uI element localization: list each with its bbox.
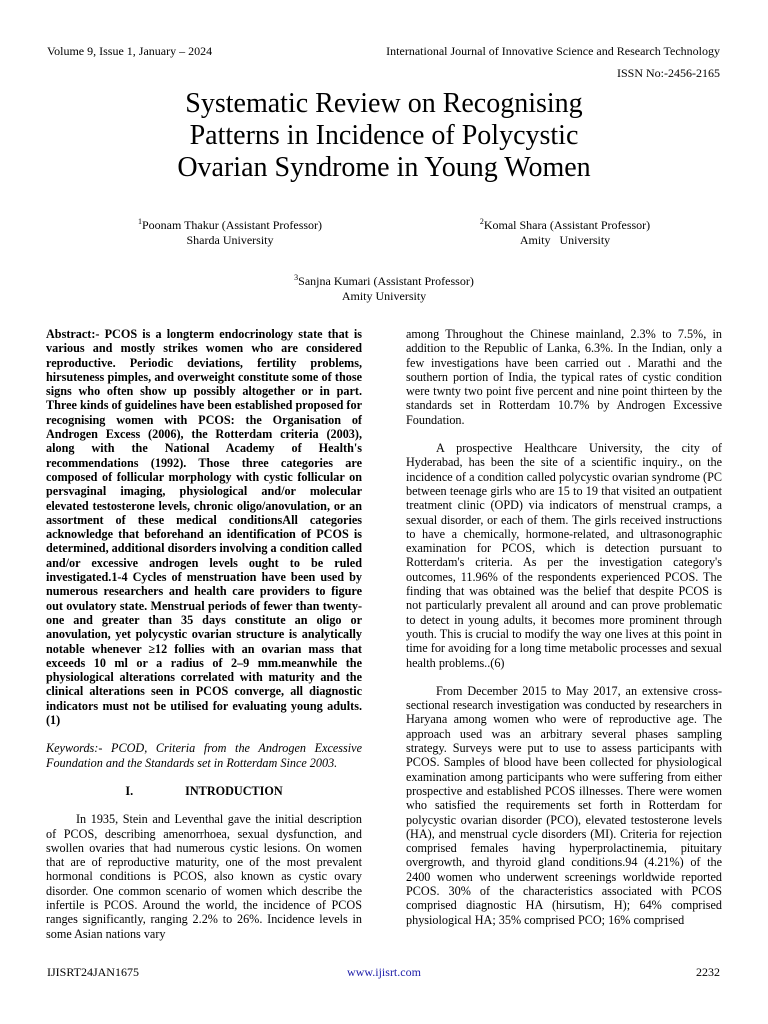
author-2-affiliation: Amity University: [519, 233, 611, 247]
intro-paragraph: In 1935, Stein and Leventhal gave the initial description of PCOS, describing amenorrhoea, sexual dysfunction, and swollen ovaries that had numerous cystic lesions. On women that are of reproductive maturity, one of the most prevalent hormonal conditions is PCOS, also known as cystic ovary disorder. One common scenario of women which describe the infertile is PCOS. Around the world, the incidence of PCOS ranges significantly, ranging 2.2% to 26%. Incidence levels in some Asian nations vary: [46, 812, 362, 941]
author-3-marker: 3: [294, 273, 299, 282]
keywords-text: Keywords:- PCOD, Criteria from the Androgen Excessive Foundation and the Standards set in Rotterdam Since 2003.: [46, 741, 362, 770]
author-2-marker: 2: [479, 217, 484, 226]
footer-website-link[interactable]: www.ijisrt.com: [347, 965, 421, 979]
footer-article-id: IJISRT24JAN1675: [47, 965, 139, 979]
right-column: [406, 327, 722, 927]
author-1-affiliation: Sharda University: [186, 233, 274, 247]
title-line-2: Patterns in Incidence of Polycystic: [189, 120, 579, 151]
author-3-name: Sanjna Kumari (Assistant Professor): [298, 274, 474, 288]
title-line-3: Ovarian Syndrome in Young Women: [177, 152, 591, 183]
author-3-affiliation: Amity University: [341, 289, 427, 303]
body-paragraph-2: A prospective Healthcare University, the city of Hyderabad, has been the site of a scientific inquiry., on the incidence of a condition called polycystic ovarian syndrome (PC between teenage girls who are 15 to 19 that visited an outpatient treatment clinic (OPD) via indicators of menstrual cramps, a sexual disorder, or each of them. The girls received instructions to have a chemically, hormone-related, and ultrasonographic examination for PCOS, which is detection pursuant to Rotterdam's criteria. As per the investigation category's outcomes, 11.96% of the respondents experienced PCOS. The finding that was obtained was the belief that despite PCOS is not particularly prevalent all around and can prove problematic to detect in young adults, it becomes more prominent through youth. This is crucial to modify the way one lives at this point in time for avoiding for a long time metabolic processes and sexual health problems..(6): [406, 441, 722, 670]
author-1-marker: 1: [137, 217, 142, 226]
author-3: [254, 270, 514, 304]
section-title: INTRODUCTION: [185, 783, 283, 798]
footer-page-number: 2232: [696, 965, 720, 979]
author-2: [430, 214, 700, 248]
left-column: [46, 327, 362, 941]
author-1: [100, 214, 360, 248]
title-line-1: Systematic Review on Recognising: [185, 88, 583, 119]
paper-title: [0, 88, 768, 184]
section-number: I.: [125, 783, 134, 798]
abstract-text: Abstract:- PCOS is a longterm endocrinology state that is various and mostly strikes women who are considered reproductive. Periodic deviations, fertility problems, hirsuteness pimples, and overweight constitute some of those signs who often show up possibly altogether or in part. Three kinds of guidelines have been established proposed for recognising women with PCOS: the Organisation of Androgen Excess (2006), the Rotterdam criteria (2003), along with the National Academy of Health's recommendations (1992). Those three categories are composed of follicular morphology with cystic follicular on persvaginal imaging, physiological and/or molecular elevated testosterone levels, chronic oligo/anovulation, or an assortment of these medical conditionsAll categories acknowledge that beforehand an identification of PCOS is determined, additional disorders involving a condition called and/or excessive androgen levels ought to be ruled investigated.1-4 Cycles of menstruation have been used by numerous researchers and health care providers to figure out ovulatory state. Menstrual periods of fewer than twenty-one and greater than 35 days constitute an oligo or anovulation, yet polycystic ovarian structure is analytically notable whenever ≥12 follies with an ovarian mass that exceeds 10 ml or a radius of 2–9 mm.meanwhile the physiological alterations correlated with maturity and the clinical alterations seen in PCOS converge, all diagnostic indicators must not be utilised for evaluating young adults.(1): [46, 327, 362, 728]
body-paragraph-3: From December 2015 to May 2017, an extensive cross-sectional research investigation was conducted by researchers in Haryana among women who were of reproductive age. The approach used was an arbitrary several phases sampling strategy. Surveys were put to use to assess participants with PCOS. Samples of blood have been collected for physiological examination among participants who were suffering from either prospective and established PCOS illnesses. There were women who satisfied the requirements set forth in Rotterdam for polycystic ovarian disorder (PCO), elevated testosterone levels (HA), and menstrual cycle disorders (MI). Criteria for rejection comprised females having hyperprolactinemia, pituitary overgrowth, and thyroid gland conditions.94 (4.21%) of the 2400 women who underwent screenings worldwide reported PCOS. 30% of the characteristics associated with PCOS comprised diagnostic HA (hirsutism, H); 64% comprised physiological HA; 35% comprised PCO; 16% comprised: [406, 683, 722, 927]
journal-name: International Journal of Innovative Science and Research Technology: [386, 44, 720, 58]
author-1-name: Poonam Thakur (Assistant Professor): [141, 218, 323, 232]
journal-issn: ISSN No:-2456-2165: [616, 66, 720, 80]
section-heading: [46, 784, 362, 798]
journal-volume-issue: Volume 9, Issue 1, January – 2024: [47, 44, 213, 58]
body-paragraph-1: among Throughout the Chinese mainland, 2.3% to 7.5%, in addition to the Republic of Lanka, 6.3%. In the Indian, only a few investigations have been carried out . Marathi and the southern portion of India, the typical rates of cystic condition were twnty two point five percent and nine point thirteen by the standards set in Rotterdam 10.7% by Androgen Excessive Foundation.: [406, 327, 722, 427]
author-2-name: Komal Shara (Assistant Professor): [483, 218, 651, 232]
